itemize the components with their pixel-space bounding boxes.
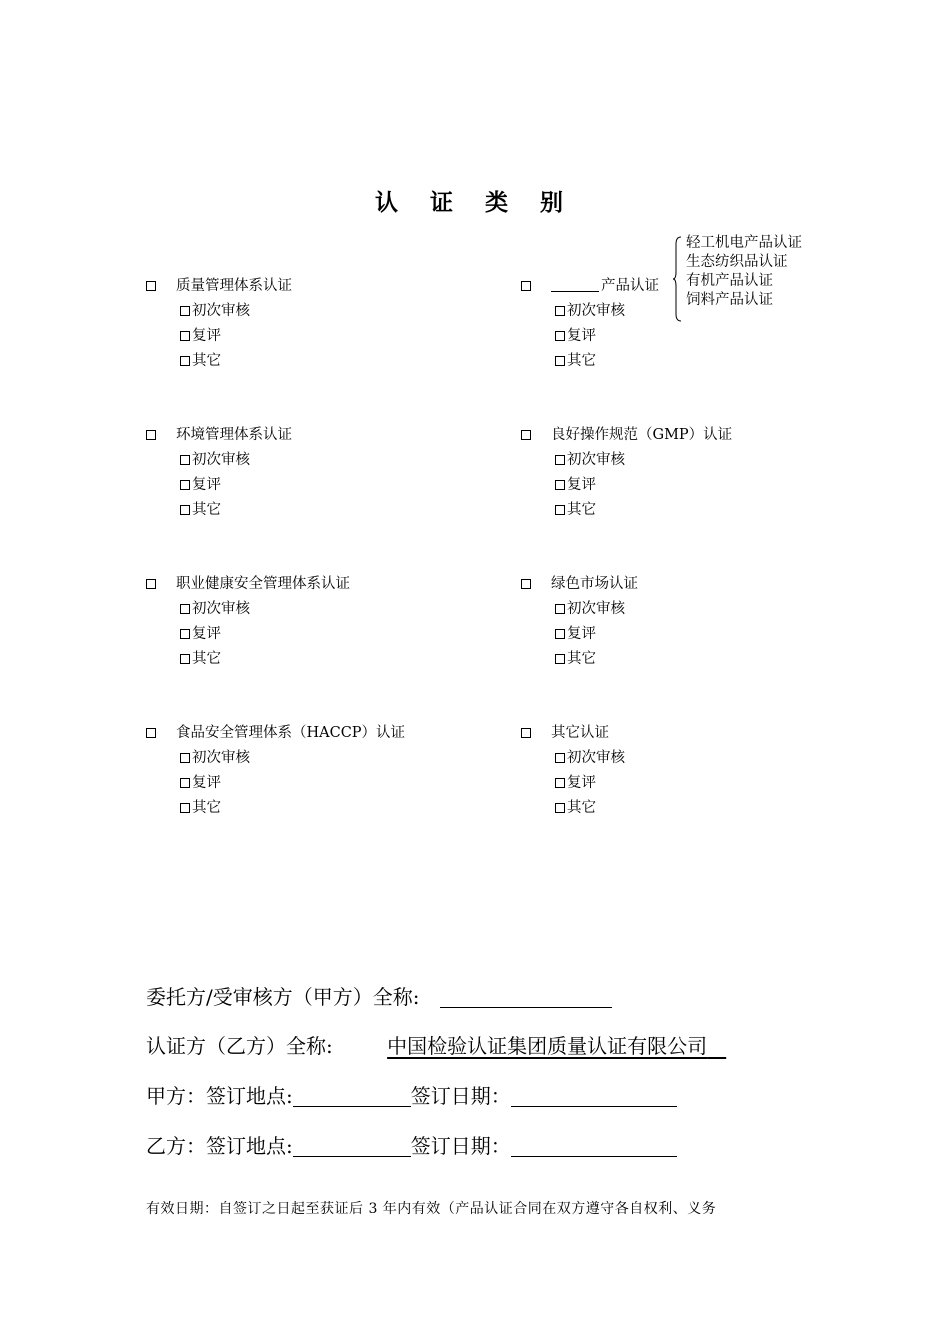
option-label: 复评	[567, 775, 596, 791]
checkbox-food-safety[interactable]	[146, 721, 405, 746]
checkbox-icon[interactable]	[521, 281, 531, 291]
checkbox-icon[interactable]	[180, 629, 190, 639]
option-label: 初次审核	[192, 452, 250, 468]
option-label: 初次审核	[567, 750, 625, 766]
option-label: 初次审核	[192, 303, 250, 319]
option-label: 其它	[567, 800, 596, 816]
party-a-sign-place-label: 甲方：签订地点:	[146, 1084, 293, 1108]
option-initial-audit[interactable]	[180, 597, 250, 622]
option-label: 复评	[567, 477, 596, 493]
checkbox-icon[interactable]	[180, 331, 190, 341]
option-label: 其它	[567, 502, 596, 518]
checkbox-icon[interactable]	[555, 778, 565, 788]
option-initial-audit[interactable]	[555, 597, 625, 622]
checkbox-icon[interactable]	[146, 281, 156, 291]
party-a-sign-date-field[interactable]	[511, 1082, 677, 1107]
party-b-sign-date-field[interactable]	[511, 1132, 677, 1157]
product-type-list	[686, 234, 802, 310]
option-re-evaluation[interactable]	[180, 771, 221, 796]
checkbox-quality-management[interactable]	[146, 274, 292, 299]
section-label: 质量管理体系认证	[176, 278, 292, 294]
checkbox-icon[interactable]	[180, 654, 190, 664]
checkbox-icon[interactable]	[180, 803, 190, 813]
party-b-sign-place-label: 乙方：签订地点:	[146, 1134, 293, 1158]
left-brace-icon	[672, 236, 682, 322]
checkbox-icon[interactable]	[555, 654, 565, 664]
option-re-evaluation[interactable]	[180, 324, 221, 349]
section-label: 职业健康安全管理体系认证	[176, 576, 350, 592]
section-label: 产品认证	[601, 278, 659, 294]
checkbox-icon[interactable]	[555, 480, 565, 490]
checkbox-icon[interactable]	[555, 331, 565, 341]
product-type-item: 饲料产品认证	[686, 292, 773, 308]
checkbox-icon[interactable]	[555, 803, 565, 813]
option-other[interactable]	[555, 796, 596, 821]
checkbox-icon[interactable]	[180, 455, 190, 465]
checkbox-icon[interactable]	[146, 430, 156, 440]
option-label: 复评	[567, 626, 596, 642]
checkbox-other-certification[interactable]	[521, 721, 609, 746]
option-label: 初次审核	[192, 601, 250, 617]
option-label: 复评	[192, 477, 221, 493]
checkbox-product-certification[interactable]	[521, 274, 659, 299]
option-initial-audit[interactable]	[180, 299, 250, 324]
party-b-sign-date-label: 签订日期：	[410, 1134, 511, 1158]
checkbox-icon[interactable]	[555, 604, 565, 614]
party-a-name-row	[146, 982, 612, 1012]
checkbox-gmp[interactable]	[521, 423, 732, 448]
option-label: 其它	[192, 353, 221, 369]
option-label: 其它	[192, 502, 221, 518]
option-other[interactable]	[555, 647, 596, 672]
option-initial-audit[interactable]	[555, 746, 625, 771]
section-label: 良好操作规范（GMP）认证	[551, 427, 733, 443]
checkbox-icon[interactable]	[521, 430, 531, 440]
option-initial-audit[interactable]	[555, 448, 625, 473]
party-b-sign-place-field[interactable]	[293, 1132, 411, 1157]
option-re-evaluation[interactable]	[555, 473, 596, 498]
option-initial-audit[interactable]	[180, 448, 250, 473]
section-label: 绿色市场认证	[551, 576, 638, 592]
option-label: 复评	[567, 328, 596, 344]
party-a-sign-place-field[interactable]	[293, 1082, 411, 1107]
option-label: 复评	[192, 626, 221, 642]
party-b-sign-row	[146, 1131, 677, 1161]
checkbox-icon[interactable]	[146, 579, 156, 589]
validity-note: 有效日期：自签订之日起至获证后 3 年内有效（产品认证合同在双方遵守各自权利、义务	[146, 1201, 717, 1217]
section-label: 食品安全管理体系（HACCP）认证	[176, 725, 406, 741]
checkbox-icon[interactable]	[521, 728, 531, 738]
option-label: 其它	[567, 353, 596, 369]
party-b-label: 认证方（乙方）全称:	[146, 1034, 333, 1058]
page-title: 认 证 类 别	[374, 189, 576, 216]
party-a-sign-row	[146, 1081, 677, 1111]
option-label: 复评	[192, 775, 221, 791]
checkbox-icon[interactable]	[146, 728, 156, 738]
option-other[interactable]	[555, 498, 596, 523]
checkbox-environment-management[interactable]	[146, 423, 292, 448]
option-label: 其它	[192, 800, 221, 816]
option-label: 初次审核	[567, 601, 625, 617]
option-other[interactable]	[180, 647, 221, 672]
checkbox-icon[interactable]	[180, 778, 190, 788]
checkbox-occupational-health[interactable]	[146, 572, 350, 597]
option-initial-audit[interactable]	[180, 746, 250, 771]
checkbox-icon[interactable]	[555, 505, 565, 515]
checkbox-icon[interactable]	[180, 356, 190, 366]
party-a-sign-date-label: 签订日期：	[410, 1084, 511, 1108]
section-label: 环境管理体系认证	[176, 427, 292, 443]
checkbox-icon[interactable]	[555, 356, 565, 366]
product-type-blank[interactable]	[551, 277, 599, 292]
option-label: 复评	[192, 328, 221, 344]
checkbox-icon[interactable]	[555, 753, 565, 763]
option-label: 初次审核	[567, 303, 625, 319]
checkbox-icon[interactable]	[555, 306, 565, 316]
option-other[interactable]	[180, 349, 221, 374]
checkbox-icon[interactable]	[180, 306, 190, 316]
option-other[interactable]	[555, 349, 596, 374]
checkbox-icon[interactable]	[180, 505, 190, 515]
option-other[interactable]	[180, 498, 221, 523]
section-label: 其它认证	[551, 725, 609, 741]
party-b-company-name: 中国检验认证集团质量认证有限公司	[387, 1034, 708, 1058]
option-label: 其它	[567, 651, 596, 667]
checkbox-green-market[interactable]	[521, 572, 638, 597]
option-re-evaluation[interactable]	[180, 473, 221, 498]
option-re-evaluation[interactable]	[555, 324, 596, 349]
option-other[interactable]	[180, 796, 221, 821]
checkbox-icon[interactable]	[180, 604, 190, 614]
option-label: 其它	[192, 651, 221, 667]
party-a-name-field[interactable]	[440, 983, 612, 1008]
option-label: 初次审核	[567, 452, 625, 468]
checkbox-icon[interactable]	[555, 629, 565, 639]
option-re-evaluation[interactable]	[555, 622, 596, 647]
checkbox-icon[interactable]	[521, 579, 531, 589]
option-initial-audit[interactable]	[555, 299, 625, 324]
option-re-evaluation[interactable]	[180, 622, 221, 647]
checkbox-icon[interactable]	[555, 455, 565, 465]
product-type-item: 轻工机电产品认证	[686, 235, 802, 251]
party-a-label: 委托方/受审核方（甲方）全称:	[146, 985, 420, 1009]
product-type-item: 生态纺织品认证	[686, 254, 788, 270]
checkbox-icon[interactable]	[180, 753, 190, 763]
checkbox-icon[interactable]	[180, 480, 190, 490]
option-re-evaluation[interactable]	[555, 771, 596, 796]
product-type-item: 有机产品认证	[686, 273, 773, 289]
party-b-name-row	[146, 1031, 726, 1061]
option-label: 初次审核	[192, 750, 250, 766]
